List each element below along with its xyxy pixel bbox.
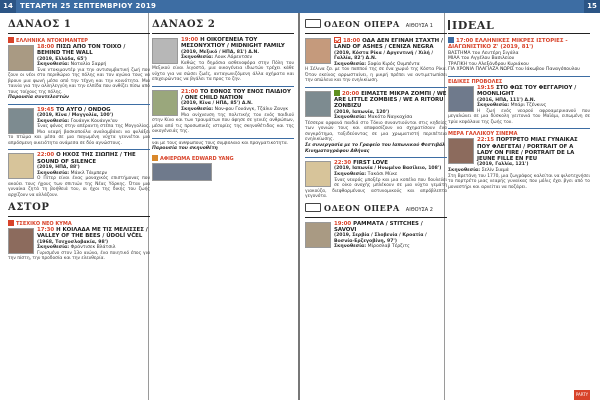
party-badge: PARTY [574,390,590,400]
column-ideal [448,19,590,400]
divider [305,157,447,158]
page-number-right: 15 [584,0,600,13]
film-meta: (2019, Κίνα / Μογγολία, 100') [37,113,114,119]
film-title[interactable]: 18:00 ΟΔΑ ΔΕΝ ΕΓΙΝΑΗ ΣΤΑΧΤΗ / LAND OF ASHES / CENIZA NEGRA [334,38,444,51]
film-meta: (2019, Ιαπωνία / Ηνωμένο Βασίλειο, 108') [334,166,442,172]
screening-block [305,37,447,84]
section-label: ΕΛΛΗΝΙΚΑ ΝΤΟΚΙΜΑΝΤΕΡ [8,37,150,44]
film-synopsis: Ένας φόνος στην απέραντη στέπα της Μογγολίας. Μια νεαρή βοσκοπούλα αναλαμβάνει να φυλάξει το πτώμα και μέσα σε μια παγωμένη νύχτα γεννιέται μια απρόσμενη οικειότητα ανάμεσα σε δύο αγνώστους. [8,124,150,146]
short-film-item: ΓΙΑ ΧΡΟΝΙΑ ΠΛΑΓΙΑΖΑ ΝΩΡΙΣ του Ιάκωβου Παναγόπουλου [448,67,580,73]
film-still-image [448,138,474,164]
short-film-item: ΒΑΣΤΗΜΑ του Λευτέρη Σιγάλα [448,50,519,56]
square-bullet-icon [448,37,454,43]
film-still-image [8,228,34,254]
divider [448,128,590,129]
column-danaos-1 [8,19,150,400]
film-meta: (1968, Τσεχοσλοβακία, 98') [37,239,109,245]
film-still-image [305,91,331,117]
film-synopsis: Ένας νεαρός μποξέρ και μια κοπέλα που δουλεύει σε οίκο ανοχής μπλέκουν σε μια νύχτα γεμάτη γιακούζα, διεφθαρμένους αστυνομικούς και απρόβλεπτα γεγονότα. [305,177,447,200]
film-director: Σκηνοθεσία: Γουάνγκ Κουάνγκ'αν [37,118,118,124]
film-director: Σκηνοθεσία: Σελίν Σιαμά [448,168,509,174]
divider [152,138,294,139]
film-synopsis: Η ζωή ενός νεαρού αφροαμερικανού που μεγαλώνει σε μια δύσκολη γειτονιά του Μαϊάμι, ειπωμένη σε τρία κεφάλαια της ζωής του. [448,108,590,125]
film-meta: (2019, Κίνα / ΗΠΑ, 85') Δ.Ν. [181,101,253,107]
film-still-image [305,222,331,248]
short-film-item: ΜΙΑΑ του Αγγέλου Βασιλείου [448,56,515,62]
page-date: ΤΕΤΑΡΤΗ 25 ΣΕΠΤΕΜΒΡΙΟΥ 2019 [20,2,157,10]
film-director: Σκηνοθεσία: Μάικλ Τάιμπερν [37,170,108,176]
divider [8,149,150,150]
film-note: Παρουσία συντελεστών [8,95,70,101]
screening-block [8,37,150,101]
film-synopsis: Μια ανίχνευση της πολιτικής του ενός παιδιού στην Κίνα και των τραυμάτων που άφησε σε γενιές ανθρώπων, μέσα από τις προσωπικές ιστορίες της σκηνοθέτιδας και της οικογένειάς της. [152,112,294,135]
page-gutter [298,13,300,400]
section-label: ΕΙΔΙΚΕΣ ΠΡΟΒΟΛΕΣ [448,78,503,85]
film-director: Σκηνοθεσία: Λουκ Λόρεντσεν [181,55,253,61]
screening-block [448,37,590,73]
square-bullet-icon [152,155,158,161]
film-title[interactable]: 22:00 Ο ΗΧΟΣ ΤΗΣ ΣΙΩΠΗΣ / THE SOUND OF SILENCE [37,152,136,165]
screening-block [152,37,294,83]
film-note: Σε συνεργασία με το Γραφείο του Ιαπωνικού Φεστιβάλ Κινηματογράφου Αθήνας [305,142,446,154]
divider [448,76,590,77]
venue-title: ΑΣΤΟΡ [8,202,150,217]
check-icon [334,37,341,43]
section-label: ΑΦΙΕΡΩΜΑ EDWARD YANG [152,155,294,162]
film-synopsis: Η Σέλινα ζει με τον παππού της σε ένα χωριό της Κόστα Ρίκα. Όταν εκείνος αρρωσταίνει, η μικρή πρέπει να αντιμετωπίσει την απώλεια και την ενηλικίωση. [305,67,447,84]
film-meta: (2019, Ελλάδα, 65') [37,56,87,62]
program-title[interactable]: 17:00 ΕΛΛΗΝΙΚΕΣ ΜΙΚΡΕΣ ΙΣΤΟΡΙΕΣ - ΔΙΑΓΩΝΙΣΤΙΚΟ Ζ' (2019, 81') [448,38,568,51]
film-director: Σκηνοθεσία: Ναταλία Σαρρή [37,62,107,68]
screening-block [305,160,447,199]
divider [152,86,294,87]
film-meta: (2019, Ιαπωνία, 120') [334,109,390,115]
square-bullet-icon [8,37,14,43]
film-meta: (2019, Γαλλία, 121') [477,162,529,168]
film-synopsis: Γυρισμένο στον 13ο αιώνα, ένα ποιητικό έπος για την πίστη, την προδοσία και την ελευθερία. [8,250,150,262]
screening-block [152,141,294,182]
film-note: Παρουσία του σκηνοθέτη [152,146,218,152]
screening-block [8,220,150,262]
venue-title: ΟΔΕΟΝ ΟΠΕΡΑ ΑΙΘΟΥΣΑ 1 [305,19,447,34]
column-danaos-2 [152,19,294,400]
venue-title: IDEAL [448,19,590,34]
film-title[interactable]: 18:00 ΠΙΣΩ ΑΠΟ ΤΟΝ ΤΟΙΧΟ / BEHIND THE WALL [37,44,126,57]
section-label: ΜΕΡΑ ΓΑΛΛΙΚΟΥ ΣΙΝΕΜΑ [448,131,518,138]
film-synopsis: Στη Βρετάνη του 1770, μια ζωγράφος καλείται να φιλοτεχνήσει το πορτρέτο μιας νεαρής γυναίκας που μόλις έχει βγει από το μοναστήρι και αρνείται να ποζάρει. [448,173,590,190]
ideal-logo-icon [448,20,450,30]
screening-block [305,221,447,250]
square-bullet-icon [8,220,14,226]
film-title[interactable]: 20:00 ΕΙΜΑΣΤΕ ΜΙΚΡΑ ΖΟΜΠΙ / WE ARE LITTLE ZOMBIES / WE A RITORU ZONBIZU [334,90,447,110]
film-director: Σκηνοθεσία: Σοφία Κιρός Ουμπέντα [334,61,420,67]
divider [305,87,447,88]
film-meta: (2016, ΗΠΑ, 111') Δ.Ν. [477,97,536,103]
screening-block [305,90,447,154]
venue-title: ΔΑΝΑΟΣ 2 [152,19,294,34]
film-director: Σκηνοθεσία: Μακότο Ναγκαχίσα [334,115,413,121]
odeon-logo-icon [305,203,321,212]
film-meta: (2019, Κόστα Ρίκα / Αργεντινή / Χιλή / Γαλλία, 82') Δ.Ν. [334,50,434,62]
film-meta: (2019, ΗΠΑ, 88') [37,164,80,170]
film-synopsis: Ένα ντοκιμαντέρ για την αντισυμβατική ζωή που ζουν οι νέοι στο περιθώριο της πόλης και τον αγώνα τους να βρουν μια φωνή μέσα από την τέχνη και την κοινότητα. Μια ταινία για την αλληλεγγύη και την ελπίδα που ανθίζει πίσω από τους τοίχους της πόλης. [8,67,150,95]
screening-block [8,152,150,198]
film-title[interactable]: 17:30 Η ΚΟΙΛΑΔΑ ΜΕ ΤΙΣ ΜΕΛΙΣΣΕΣ / VALLEY OF THE BEES / ÚDOLÍ VČEL [37,227,148,240]
film-meta: (2019, Μεξικό / ΗΠΑ, 81') Δ.Ν. [181,49,260,55]
screening-block [152,89,294,135]
film-still-image [152,163,212,181]
square-bullet-icon [334,90,340,96]
film-still-image [8,108,34,134]
film-title[interactable]: 22:15 ΠΟΡΤΡΕΤΟ ΜΙΑΣ ΓΥΝΑΙΚΑΣ ΠΟΥ ΦΛΕΓΕΤΑΙ / PORTRAIT OF A LADY ON FIRE / PORTRAIT DE LA JEUNE FILLE EN FEU [477,137,578,163]
section-label: ΤΣΕΧΙΚΟ ΝΕΟ ΚΥΜΑ [8,220,150,227]
film-title[interactable]: 21:00 ΤΟ ΕΘΝΟΣ ΤΟΥ ΕΝΟΣ ΠΑΙΔΙΟΥ / ONE CHILD NATION [181,88,291,102]
film-still-image [305,161,331,187]
film-synopsis: Καθώς τα δημόσια ασθενοφόρα στην Πόλη του Μεξικού είναι λιγοστά, μια οικογένεια ιδιωτών τρέχει κάθε νύχτα για να σώσει ζωές, ανταγωνιζόμενη άλλα οχήματα και επιχειρώντας να βγάλει τα προς το ζην. [152,60,294,83]
film-meta: (2019, Σερβία / Σλοβενία / Κροατία / Βοσνία-Ερζεγοβίνη, 97') [334,233,427,244]
film-still-image [152,90,178,116]
film-director: Σκηνοθεσία: Μπάρι Τζένκινς [477,103,547,109]
venue-title: ΟΔΕΟΝ ΟΠΕΡΑ ΑΙΘΟΥΣΑ 2 [305,203,447,218]
film-synopsis: Τέσσερα ορφανά παιδιά στο Τόκιο συναντιούνται στις κηδείες των γονιών τους και αποφασίζουν να σχηματίσουν ένα συγκρότημα, ταξιδεύοντας σε μια χρωματιστή περιπέτεια ενηλικίωσης. [305,120,447,143]
column-odeon-opera [305,19,447,400]
film-still-image [152,38,178,64]
film-still-image [8,153,34,179]
screening-block [8,107,150,146]
page-number-left: 14 [0,0,16,13]
short-film-item: ΤΡΑΓΙΚΗ του Αλεξάνδρου Κυριάκου [448,61,529,67]
odeon-logo-icon [305,19,321,28]
film-title[interactable]: 22:30 FIRST LOVE [334,160,388,167]
film-director: Σκηνοθεσία: Φράντισεκ Βλάτσιλ [37,245,116,251]
screening-block [448,79,590,125]
page-header-bar [0,0,600,13]
film-synopsis: ναι με τους ανθρώπους τους συμβόλαιο και πραγματικότητα. [152,140,289,146]
film-still-image [448,86,474,112]
film-title[interactable]: 19:45 ΤΟ ΑΥΓΟ / ÖNDÖG [37,106,111,113]
film-title[interactable]: 19:00 Η ΟΙΚΟΓΕΝΕΙΑ ΤΟΥ ΜΕΣΟΝΥΧΤΙΟΥ / MIDNIGHT FAMILY [181,37,285,50]
film-title[interactable]: 19:15 ΣΤΟ ΦΩΣ ΤΟΥ ΦΕΓΓΑΡΙΟΥ / MOONLIGHT [477,84,577,98]
film-director: Σκηνοθεσία: Τακάσι Μίικε [334,172,398,178]
film-director: Σκηνοθεσία: Ναν-φου Γουάνγκ, Τζάλιν Ζανγκ [181,106,289,112]
film-still-image [305,38,331,64]
film-director: Σκηνοθεσία: Μίροσλαβ Τέρζιτς [334,244,410,250]
film-still-image [8,45,34,71]
film-title[interactable]: 19:00 ΡΑΜΜΑΤΑ / STITCHES / SAVOVI [334,220,423,233]
film-synopsis: Ο Πίτερ είναι ένας μοναχικός επιστήμονας που ακούει τους ήχους των σπιτιών της Νέας Υόρκης. Όταν μια γυναίκα ζητά τη βοήθειά του, οι ήχοι της δικής του ζωής αρχίζουν να αλλάζουν. [8,176,150,198]
screening-block [448,131,590,190]
venue-title: ΔΑΝΑΟΣ 1 [8,19,150,34]
divider [8,104,150,105]
